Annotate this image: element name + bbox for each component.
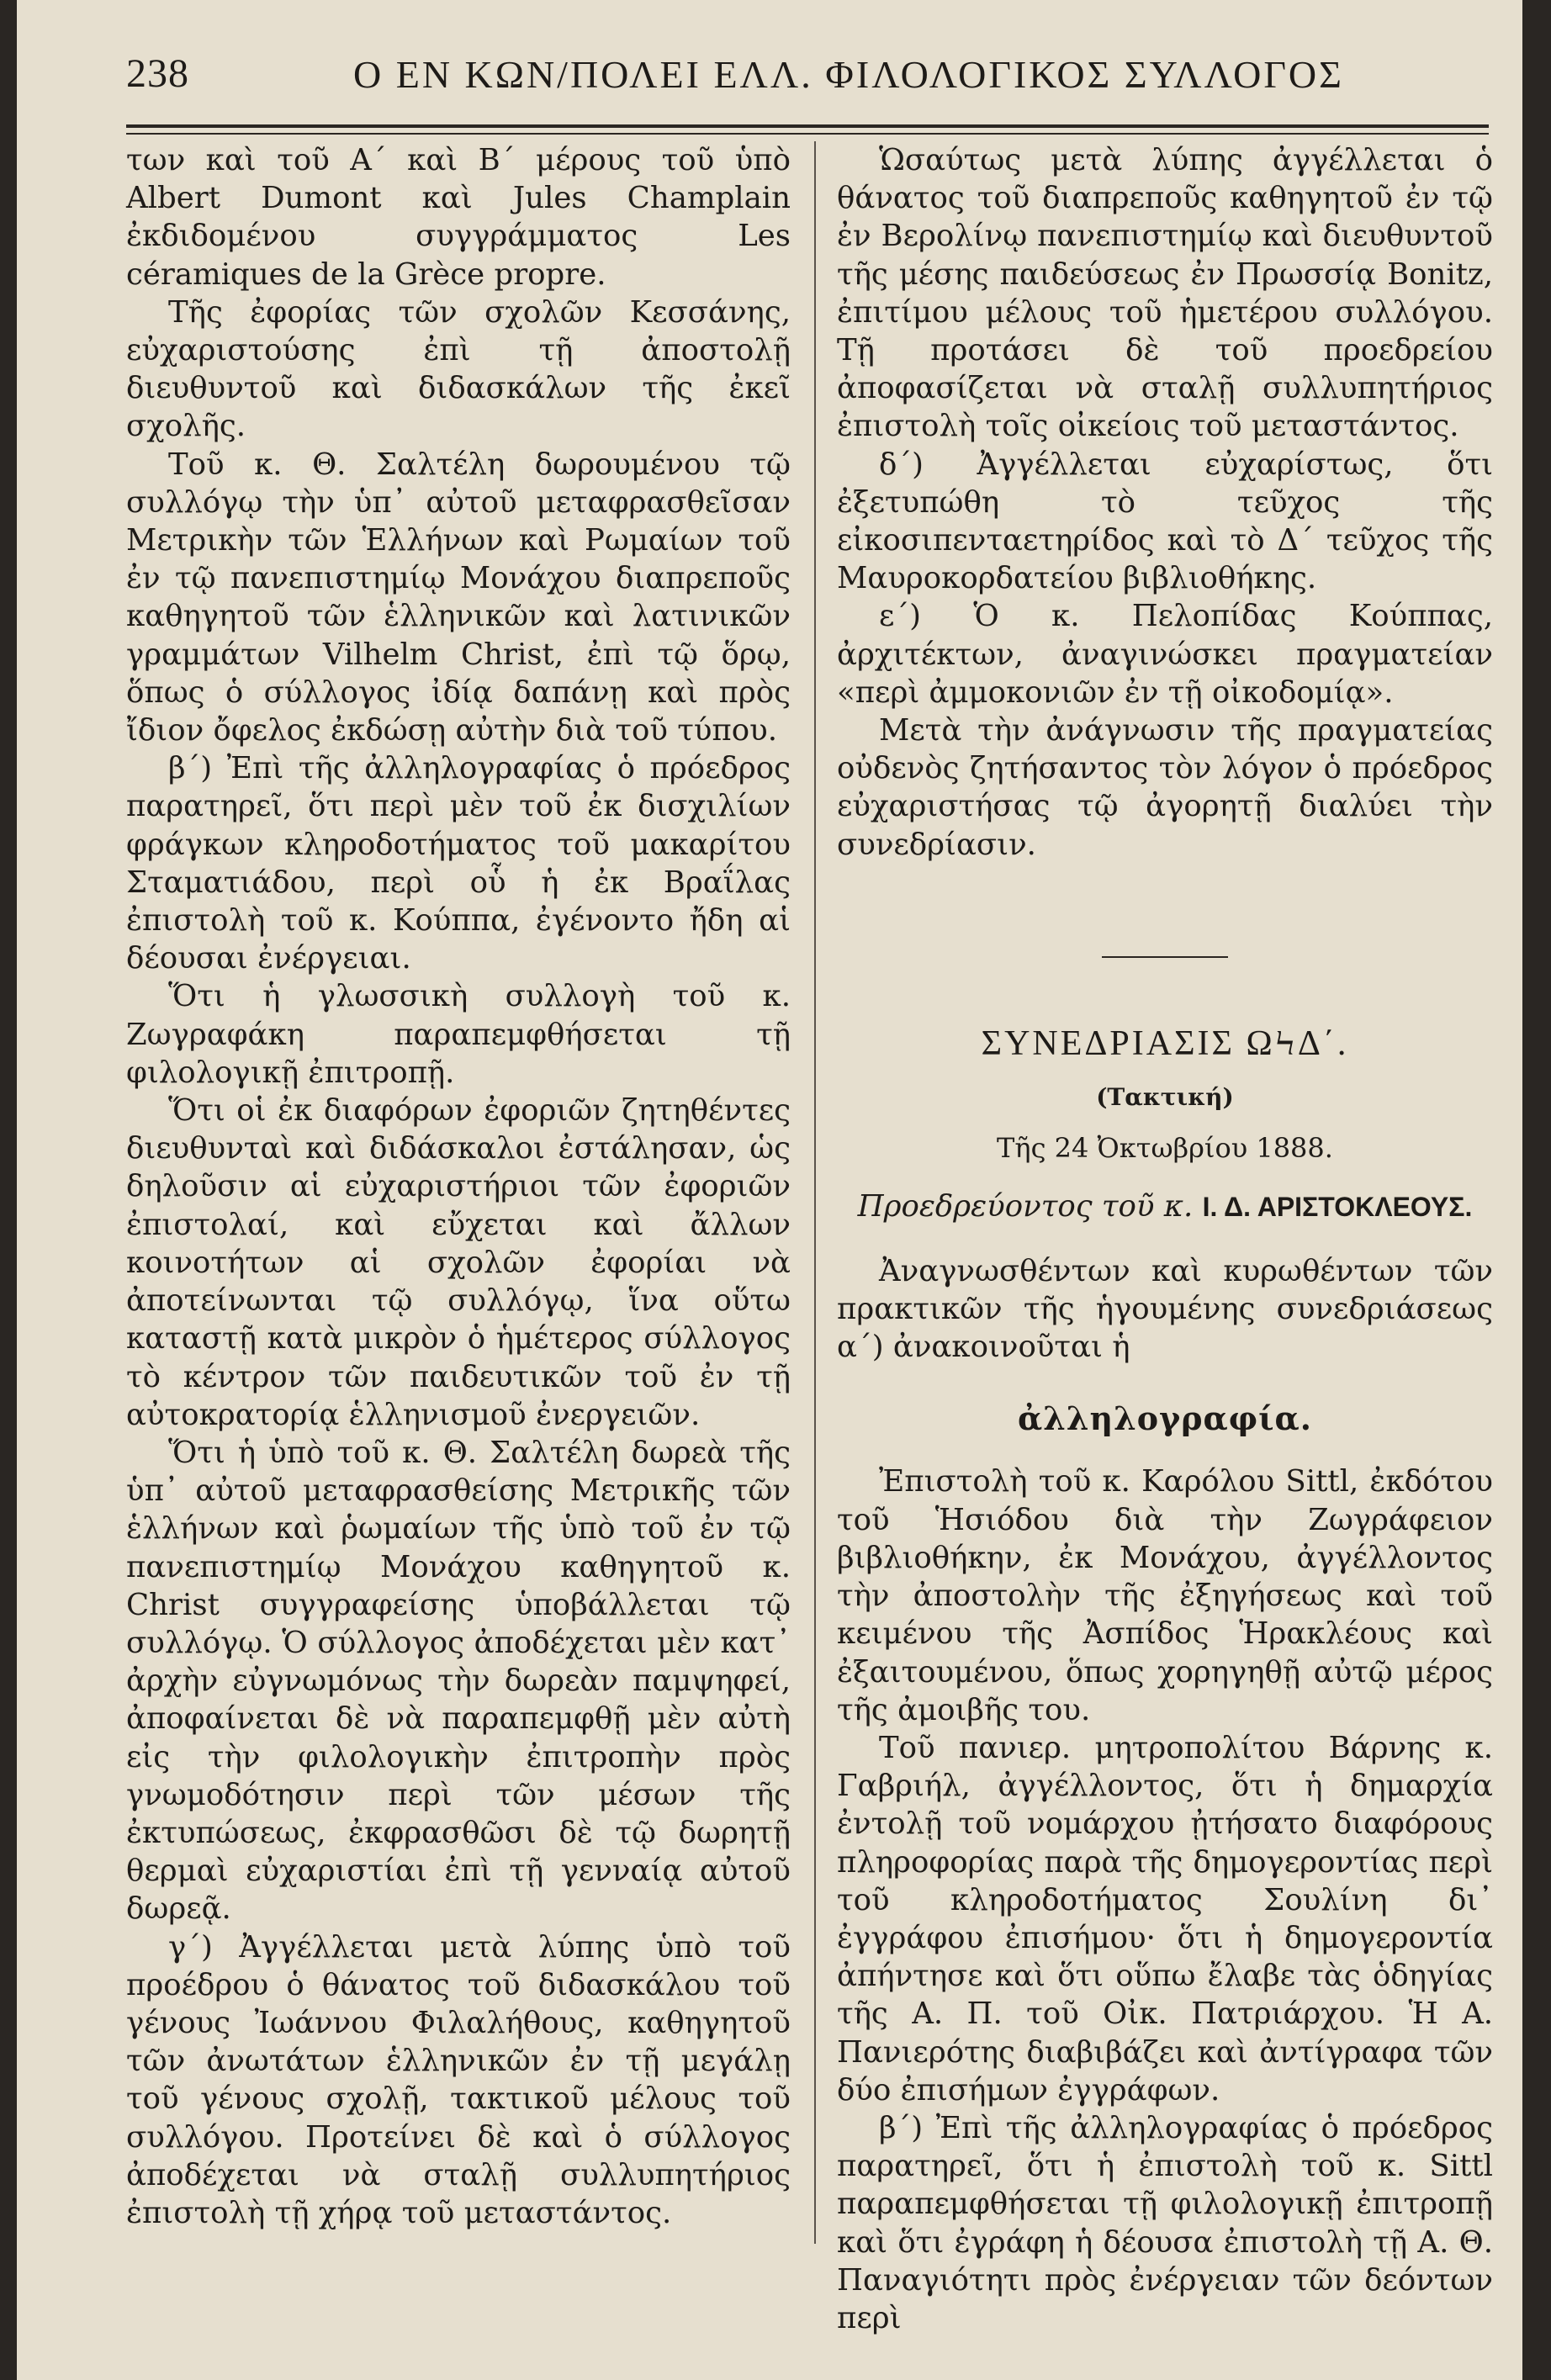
session-date: Τῆς 24 Ὀκτωβρίου 1888. (997, 1132, 1333, 1165)
paragraph: β΄) Ἐπὶ τῆς ἀλληλογραφίας ὁ πρόεδρος παρατηρεῖ, ὅτι περὶ μὲν τοῦ ἐκ δισχιλίων φράγκων κληροδοτήματος τοῦ μακαρίτου Σταματιάδου, περὶ οὗ ἡ ἐκ Βραΐλας ἐπιστολὴ τοῦ κ. Κούππα, ἐγένοντο ἤδη αἱ δέουσαι ἐνέργειαι. (126, 751, 791, 976)
paragraph: β΄) Ἐπὶ τῆς ἀλληλογραφίας ὁ πρόεδρος παρατηρεῖ, ὅτι ἡ ἐπιστολὴ τοῦ κ. Sittl παραπεμφθήσεται τῇ φιλολογικῇ ἐπιτροπῇ καὶ ὅτι ἐγράφη ἡ δέουσα ἐπιστολὴ τῇ Α. Θ. Παναγιότητι πρὸς ἐνέργειαν τῶν δεόντων περὶ (837, 2110, 1493, 2335)
session-chair (837, 1187, 1493, 1226)
page-header (126, 50, 1489, 118)
paragraph: Ὅτι ἡ γλωσσικὴ συλλογὴ τοῦ κ. Ζωγραφάκη παραπεμφθήσεται τῇ φιλολογικῇ ἐπιτροπῇ. (126, 979, 791, 1090)
chair-name: Ι. Δ. ΑΡΙΣΤΟΚΛΕΟΥΣ. (1202, 1192, 1473, 1223)
left-column (126, 141, 791, 2232)
right-column (837, 141, 1493, 2337)
session-title: ΣΥΝΕΔΡΙΑΣΙΣ ΩϞΔ΄. (981, 1023, 1349, 1063)
session-intro: Ἀναγνωσθέντων καὶ κυρωθέντων τῶν πρακτικῶν τῆς ἡγουμένης συνεδριάσεως α΄) ἀνακοινοῦται ἡ (837, 1253, 1493, 1365)
section-separator (1102, 956, 1228, 958)
paragraph: Τοῦ κ. Θ. Σαλτέλη δωρουμένου τῷ συλλόγῳ τὴν ὑπ᾿ αὐτοῦ μεταφρασθεῖσαν Μετρικὴν τῶν Ἑλλήνων καὶ Ρωμαίων τοῦ ἐν τῷ πανεπιστημίῳ Μονάχου διαπρεποῦς καθηγητοῦ τῶν ἑλληνικῶν καὶ λατινικῶν γραμμάτων Vilhelm Christ, ἐπὶ τῷ ὅρῳ, ὅπως ὁ σύλλογος ἰδίᾳ δαπάνῃ καὶ πρὸς ἴδιον ὄφελος ἐκδώσῃ αὐτὴν διὰ τοῦ τύπου. (126, 447, 791, 748)
chair-prefix: Προεδρεύοντος τοῦ κ. (857, 1189, 1194, 1224)
paragraph: Τῆς ἐφορίας τῶν σχολῶν Κεσσάνης, εὐχαριστούσης ἐπὶ τῇ ἀποστολῇ διευθυντοῦ καὶ διδασκάλων τῆς ἐκεῖ σχολῆς. (126, 294, 791, 444)
paragraph: ε΄) Ὁ κ. Πελοπίδας Κούππας, ἀρχιτέκτων, ἀναγινώσκει πραγματείαν «περὶ ἀμμοκονιῶν ἐν τῇ οἰκοδομίᾳ». (837, 599, 1493, 710)
paragraph: των καὶ τοῦ Α΄ καὶ Β΄ μέρους τοῦ ὑπὸ Albert Dumont καὶ Jules Champlain ἐκδιδομένου συγγράμματος Les céramiques de la Grèce propre. (126, 143, 791, 292)
session-type: (Τακτική) (1096, 1083, 1234, 1112)
paragraph: γ΄) Ἀγγέλλεται μετὰ λύπης ὑπὸ τοῦ προέδρου ὁ θάνατος τοῦ διδασκάλου τοῦ γένους Ἰωάννου Φιλαλήθους, καθηγητοῦ τῶν ἀνωτάτων ἑλληνικῶν ἐν τῇ μεγάλῃ τοῦ γένους σχολῇ, τακτικοῦ μέλους τοῦ συλλόγου. Προτείνει δὲ καὶ ὁ σύλλογος ἀποδέχεται νὰ σταλῇ συλλυπητήριος ἐπιστολὴ τῇ χήρᾳ τοῦ μεταστάντος. (126, 1929, 791, 2230)
paragraph: Μετὰ τὴν ἀνάγνωσιν τῆς πραγματείας οὐδενὸς ζητήσαντος τὸν λόγον ὁ πρόεδρος εὐχαριστήσας τῷ ἀγορητῇ διαλύει τὴν συνεδρίασιν. (837, 713, 1493, 862)
correspondence-heading: ἀλληλογραφία. (1018, 1399, 1312, 1438)
paragraph: Ὡσαύτως μετὰ λύπης ἀγγέλλεται ὁ θάνατος τοῦ διαπρεποῦς καθηγητοῦ ἐν τῷ ἐν Βερολίνῳ πανεπιστημίῳ καὶ διευθυντοῦ τῆς μέσης παιδεύσεως ἐν Πρωσσίᾳ Bonitz, ἐπιτίμου μέλους τοῦ ἡμετέρου συλλόγου. Τῇ προτάσει δὲ τοῦ προεδρείου ἀποφασίζεται νὰ σταλῇ συλλυπητήριος ἐπιστολὴ τοῖς οἰκείοις τοῦ μεταστάντος. (837, 143, 1493, 444)
running-title: Ο ΕΝ ΚΩΝ/ΠΟΛΕΙ ΕΛΛ. ΦΙΛΟΛΟΓΙΚΟΣ ΣΥΛΛΟΓΟΣ (353, 53, 1344, 96)
paragraph: Ὅτι οἱ ἐκ διαφόρων ἐφοριῶν ζητηθέντες διευθυνταὶ καὶ διδάσκαλοι ἐστάλησαν, ὡς δηλοῦσιν αἱ εὐχαριστήριοι τῶν ἐφοριῶν ἐπιστολαί, καὶ εὔχεται καὶ ἄλλων κοινοτήτων αἱ σχολῶν ἐφορίαι νὰ ἀποτείνωνται τῷ συλλόγῳ, ἵνα οὕτω καταστῇ κατὰ μικρὸν ὁ ἡμέτερος σύλλογος τὸ κέντρον τῶν παιδευτικῶν τοῦ ἐν τῇ αὐτοκρατορίᾳ ἑλληνισμοῦ ἐνεργειῶν. (126, 1093, 791, 1432)
paragraph: Ὅτι ἡ ὑπὸ τοῦ κ. Θ. Σαλτέλη δωρεὰ τῆς ὑπ᾿ αὐτοῦ μεταφρασθείσης Μετρικῆς τῶν ἑλλήνων καὶ ῥωμαίων τῆς ὑπὸ τοῦ ἐν τῷ πανεπιστημίῳ Μονάχου καθηγητοῦ κ. Christ συγγραφείσης ὑποβάλλεται τῷ συλλόγῳ. Ὁ σύλλογος ἀποδέχεται μὲν κατ᾿ ἀρχὴν εὐγνωμόνως τὴν δωρεὰν παμψηφεί, ἀποφαίνεται δὲ νὰ παραπεμφθῇ μὲν αὐτὴ εἰς τὴν φιλολογικὴν ἐπιτροπὴν πρὸς γνωμοδότησιν περὶ τῶν μέσων τῆς ἐκτυπώσεως, ἐκφρασθῶσι δὲ τῷ δωρητῇ θερμαὶ εὐχαριστίαι ἐπὶ τῇ γενναίᾳ αὐτοῦ δωρεᾷ. (126, 1435, 791, 1927)
header-rule-thin (126, 133, 1489, 135)
paragraph: Ἐπιστολὴ τοῦ κ. Καρόλου Sittl, ἐκδότου τοῦ Ἡσιόδου διὰ τὴν Ζωγράφειον βιβλιοθήκην, ἐκ Μονάχου, ἀγγέλλοντος τὴν ἀποστολὴν τῆς ἐξηγήσεως καὶ τοῦ κειμένου τῆς Ἀσπίδος Ἡρακλέους καὶ ἐξαιτουμένου, ὅπως χορηγηθῇ αὐτῷ μέρος τῆς ἀμοιβῆς του. (837, 1464, 1493, 1727)
page-number: 238 (126, 51, 189, 96)
paragraph: δ΄) Ἀγγέλλεται εὐχαρίστως, ὅτι ἐξετυπώθη τὸ τεῦχος τῆς εἰκοσιπενταετηρίδος καὶ τὸ Δ΄ τεῦχος τῆς Μαυροκορδατείου βιβλιοθήκης. (837, 447, 1493, 596)
book-page (17, 0, 1522, 2380)
paragraph: Τοῦ πανιερ. μητροπολίτου Βάρνης κ. Γαβριήλ, ἀγγέλλοντος, ὅτι ἡ δημαρχία ἐντολῇ τοῦ νομάρχου ᾐτήσατο διαφόρους πληροφορίας παρὰ τῆς δημογεροντίας περὶ τοῦ κληροδοτήματος Σουλίνη δι᾿ ἐγγράφου ἐπισήμου· ὅτι ἡ δημογεροντία ἀπήντησε καὶ ὅτι οὕπω ἔλαβε τὰς ὁδηγίας τῆς Α. Π. τοῦ Οἰκ. Πατριάρχου. Ἡ Α. Πανιερότης διαβιβάζει καὶ ἀντίγραφα τῶν δύο ἐπισήμων ἐγγράφων. (837, 1730, 1493, 2108)
column-divider (814, 141, 816, 2244)
header-rule-thick (126, 124, 1489, 128)
